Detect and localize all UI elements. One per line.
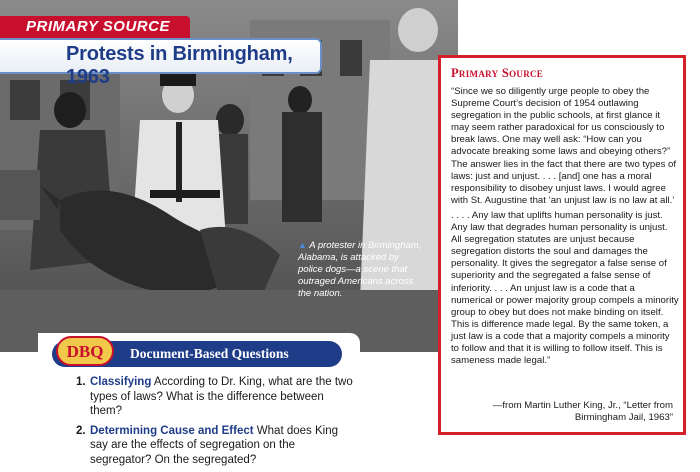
banner-kicker: PRIMARY SOURCE xyxy=(26,18,170,35)
question-item xyxy=(76,375,356,419)
question-text: According to Dr. King, what are the two types of laws? What is the difference between them? xyxy=(90,376,353,417)
question-item xyxy=(76,424,356,468)
banner-title: Protests in Birmingham, 1963 xyxy=(66,43,293,88)
primary-source-title: Primary Source xyxy=(451,66,544,80)
caption-text: A protester in Birmingham, Alabama, is attacked by police dogs—a scene that outraged Americans across the nation. xyxy=(298,240,422,299)
dbq-tag: DBQ xyxy=(56,336,114,366)
primary-source-box xyxy=(438,55,686,435)
question-skill: Classifying xyxy=(90,376,152,388)
primary-source-body xyxy=(451,86,679,370)
primary-source-paragraph: “Since we so diligently urge people to obey the Supreme Court’s decision of 1954 outlawing segregation in the public schools, at first glance it may seem rather paradoxical for us consciously to break laws. One may well ask: “How can you advocate breaking some laws and obeying others?” The answer lies in the fact that there are two types of laws: just and unjust. . . . [and] one has a moral responsibility to disobey unjust laws. I would agree with St. Augustine that ‘an unjust law is no law at all.’ xyxy=(451,86,677,206)
question-skill: Determining Cause and Effect xyxy=(90,424,254,437)
photo-caption xyxy=(298,239,426,300)
dbq-heading: Document-Based Questions xyxy=(130,346,289,361)
primary-source-paragraph: . . . . Any law that uplifts human personality is just. Any law that degrades human personality is unjust. All segregation statutes are unjust because segregation distorts the soul and damages the personality. It gives the segregator a false sense of superiority and the segregated a false sense of inferiority. . . . An unjust law is a code that a numerical or power majority group compels a minority group to obey but does not make binding on itself. This is difference made legal. By the same token, a just law is a code that a majority compels a minority to follow and that it is willing to follow itself. This is sameness made legal.” xyxy=(451,209,679,367)
dbq-panel xyxy=(38,333,360,466)
header-banner xyxy=(0,16,322,88)
primary-source-citation: —from Martin Luther King, Jr., “Letter from Birmingham Jail, 1963” xyxy=(492,400,673,423)
dbq-questions xyxy=(76,375,356,472)
question-text: What does King say are the effects of segregation on the segregator? On the segregated? xyxy=(90,424,338,466)
question-number: 2. xyxy=(76,424,86,437)
question-number: 1. xyxy=(76,376,86,388)
caption-triangle-icon: ▲ xyxy=(298,240,307,250)
